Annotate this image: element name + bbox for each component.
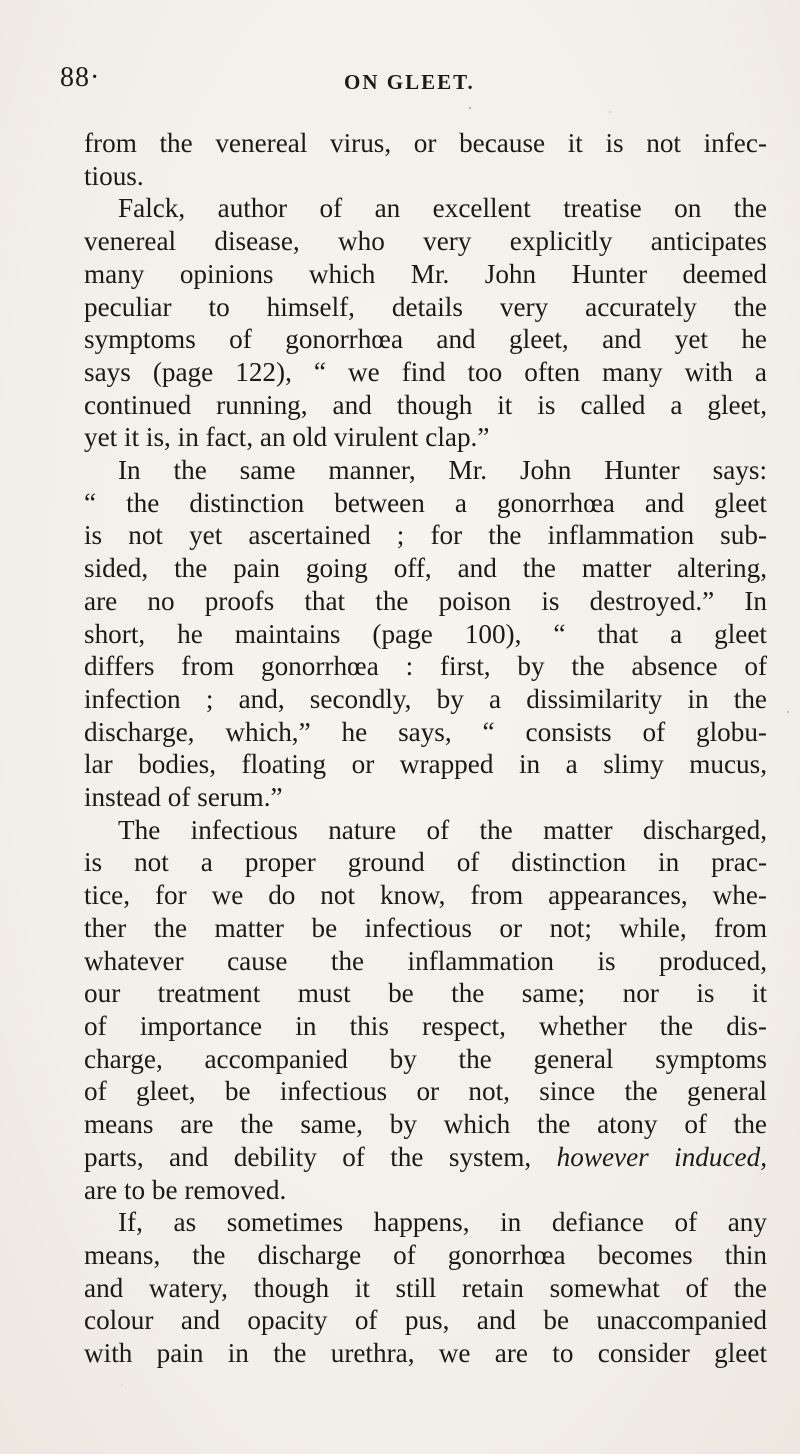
text-line-content: infection ; and, secondly, by a dissimilarity in the: [84, 683, 767, 714]
text-line-content: is not yet ascertained ; for the inflammation sub-: [84, 520, 767, 551]
text-line: [84, 879, 767, 912]
text-line-content: continued running, and though it is called a gleet,: [84, 389, 767, 420]
text-line-content: means, the discharge of gonorrhœa becomes thin: [84, 1239, 767, 1270]
text-line-content: discharge, which,” he says, “ consists of globu-: [84, 716, 767, 747]
text-line-content: Falck, author of an excellent treatise on the: [118, 193, 767, 224]
text-line: [84, 814, 767, 847]
text-line: [84, 1337, 767, 1370]
italic-phrase: however induced,: [556, 1141, 767, 1172]
text-line: [84, 291, 767, 324]
text-line: [84, 945, 767, 978]
text-line: [84, 1239, 767, 1272]
text-line-content: tice, for we do not know, from appearances, whe-: [84, 880, 767, 911]
text-line: [84, 977, 767, 1010]
text-line: [84, 1141, 767, 1174]
text-line-content: instead of serum.”: [84, 782, 283, 813]
text-line-content: whatever cause the inflammation is produced,: [84, 945, 767, 976]
text-line-content: peculiar to himself, details very accurately the: [84, 291, 767, 322]
page-header: [60, 62, 750, 102]
text-line-content: differs from gonorrhœa : first, by the absence of: [84, 651, 767, 682]
text-line: [84, 748, 767, 781]
text-line: [84, 716, 767, 749]
text-line-content: ther the matter be infectious or not; while, from: [84, 912, 767, 943]
page-number: 88·: [60, 62, 101, 93]
text-line-content: are no proofs that the poison is destroyed.” In: [84, 585, 767, 616]
text-line-content: says (page 122), “ we find too often many with a: [84, 356, 767, 387]
text-line-content: are to be removed.: [84, 1174, 287, 1205]
text-line: [84, 683, 767, 716]
text-line: [84, 160, 767, 193]
text-line: [84, 1043, 767, 1076]
text-line: [84, 912, 767, 945]
text-line: [84, 323, 767, 356]
text-line: [84, 1206, 767, 1239]
text-line: [84, 650, 767, 683]
text-line-content: of gleet, be infectious or not, since the general: [84, 1076, 767, 1107]
text-line: [84, 618, 767, 651]
text-line-content: lar bodies, floating or wrapped in a slimy mucus,: [84, 749, 767, 780]
text-line-content: “ the distinction between a gonorrhœa and gleet: [84, 487, 767, 518]
text-line-content: of importance in this respect, whether the dis-: [84, 1010, 767, 1041]
text-line-content: yet it is, in fact, an old virulent clap.”: [84, 422, 490, 453]
text-line-content: tious.: [84, 160, 144, 191]
text-line-content: sided, the pain going off, and the matter altering,: [84, 553, 767, 584]
text-line-content: charge, accompanied by the general symptoms: [84, 1043, 767, 1074]
text-line-content: is not a proper ground of distinction in prac-: [84, 847, 767, 878]
text-line-content: from the venereal virus, or because it is not infec-: [84, 128, 767, 158]
text-line-content: The infectious nature of the matter discharged,: [118, 814, 767, 845]
text-line-content: with pain in the urethra, we are to consider gleet: [84, 1338, 767, 1369]
text-line: [84, 1174, 767, 1207]
text-line: [84, 421, 767, 454]
text-line: [84, 192, 767, 225]
text-line: [84, 127, 767, 160]
text-line: [84, 1304, 767, 1337]
text-line: [84, 225, 767, 258]
text-line: [84, 519, 767, 552]
text-line: [84, 389, 767, 422]
text-line-content: our treatment must be the same; nor is it: [84, 978, 767, 1009]
running-head: ON GLEET.: [344, 70, 475, 94]
text-line: [84, 552, 767, 585]
text-line-content: means are the same, by which the atony of the: [84, 1109, 767, 1140]
text-line-content: many opinions which Mr. John Hunter deemed: [84, 258, 767, 289]
text-line-content: symptoms of gonorrhœa and gleet, and yet he: [84, 324, 767, 355]
text-line-content: and watery, though it still retain somewhat of the: [84, 1272, 767, 1303]
text-line: [84, 1272, 767, 1305]
text-line: [84, 454, 767, 487]
text-line-content: venereal disease, who very explicitly anticipates: [84, 226, 767, 257]
text-line-content: short, he maintains (page 100), “ that a gleet: [84, 618, 767, 649]
text-line: [84, 258, 767, 291]
text-line-content: parts, and debility of the system,: [84, 1141, 532, 1172]
text-line: [84, 1075, 767, 1108]
text-line: [84, 585, 767, 618]
text-line: [84, 781, 767, 814]
text-line: [84, 1108, 767, 1141]
text-line: [84, 487, 767, 520]
body-text: [84, 127, 767, 1370]
text-line-content: colour and opacity of pus, and be unaccompanied: [84, 1305, 767, 1336]
text-line-content: If, as sometimes happens, in defiance of any: [118, 1207, 767, 1238]
text-line-content: In the same manner, Mr. John Hunter says:: [118, 455, 767, 486]
text-line: [84, 356, 767, 389]
text-line: [84, 846, 767, 879]
text-line: [84, 1010, 767, 1043]
